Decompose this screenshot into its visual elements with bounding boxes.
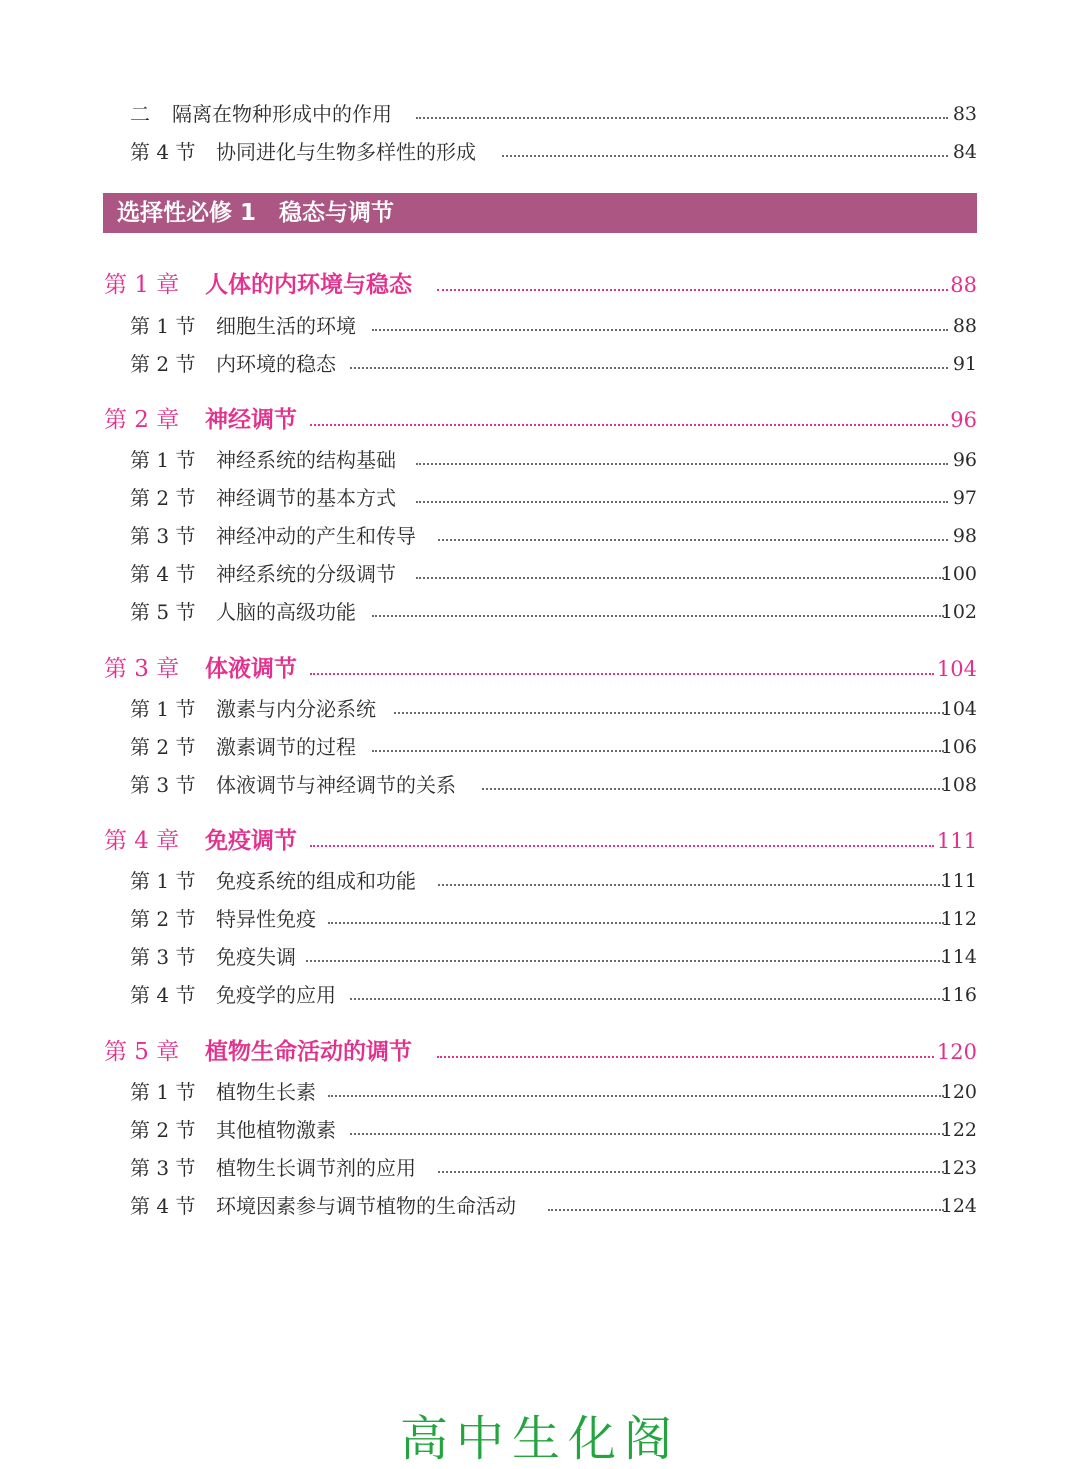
dot-leader [416, 463, 948, 465]
section-page: 100 [940, 563, 977, 585]
section-title: 激素与内分泌系统 [216, 697, 376, 721]
chapter-page: 88 [950, 273, 977, 297]
module-title: 选择性必修 1 稳态与调节 [117, 200, 395, 226]
dot-leader [350, 1133, 944, 1135]
section-entry[interactable] [0, 347, 1080, 381]
dot-leader [548, 1209, 944, 1211]
chapter-entry[interactable] [0, 268, 1080, 302]
dot-leader [437, 1056, 934, 1058]
dot-leader [372, 615, 944, 617]
chapter-entry[interactable] [0, 1035, 1080, 1069]
section-page: 124 [940, 1195, 977, 1217]
section-number: 第 4 节 [130, 983, 196, 1007]
chapter-page: 96 [950, 408, 977, 432]
section-number: 第 3 节 [130, 773, 196, 797]
section-page: 122 [940, 1119, 977, 1141]
section-entry[interactable] [0, 309, 1080, 343]
section-title: 其他植物激素 [216, 1118, 336, 1142]
chapter-number: 第 2 章 [104, 407, 180, 433]
section-entry[interactable] [0, 557, 1080, 591]
chapter-title: 植物生命活动的调节 [205, 1039, 412, 1065]
chapter-title: 体液调节 [205, 656, 297, 682]
dot-leader [350, 367, 948, 369]
section-page: 106 [940, 736, 977, 758]
section-title: 激素调节的过程 [216, 735, 356, 759]
chapter-page: 104 [936, 657, 977, 681]
section-entry[interactable] [0, 519, 1080, 553]
toc-entry[interactable] [0, 97, 1080, 131]
section-entry[interactable] [0, 768, 1080, 802]
section-entry[interactable] [0, 864, 1080, 898]
dot-leader [438, 884, 944, 886]
section-page: 97 [952, 487, 977, 509]
chapter-title: 神经调节 [205, 407, 297, 433]
dot-leader [310, 845, 934, 847]
dot-leader [306, 960, 944, 962]
entry-number: 二 [130, 102, 150, 126]
section-entry[interactable] [0, 481, 1080, 515]
entry-number: 第 4 节 [130, 140, 196, 164]
dot-leader [416, 501, 948, 503]
section-page: 104 [940, 698, 977, 720]
section-title: 神经系统的分级调节 [216, 562, 396, 586]
section-number: 第 1 节 [130, 697, 196, 721]
chapter-number: 第 4 章 [104, 828, 180, 854]
section-page: 120 [940, 1081, 977, 1103]
section-entry[interactable] [0, 978, 1080, 1012]
section-number: 第 3 节 [130, 945, 196, 969]
section-number: 第 1 节 [130, 314, 196, 338]
dot-leader [438, 539, 948, 541]
dot-leader [372, 329, 948, 331]
section-entry[interactable] [0, 595, 1080, 629]
section-page: 91 [952, 353, 977, 375]
section-number: 第 4 节 [130, 562, 196, 586]
section-title: 免疫学的应用 [216, 983, 336, 1007]
section-title: 神经系统的结构基础 [216, 448, 396, 472]
chapter-number: 第 3 章 [104, 656, 180, 682]
module-banner [103, 193, 977, 233]
section-entry[interactable] [0, 692, 1080, 726]
dot-leader [437, 289, 948, 291]
section-number: 第 3 节 [130, 1156, 196, 1180]
dot-leader [328, 922, 944, 924]
dot-leader [372, 750, 944, 752]
section-number: 第 3 节 [130, 524, 196, 548]
chapter-number: 第 1 章 [104, 272, 180, 298]
chapter-entry[interactable] [0, 403, 1080, 437]
section-title: 神经调节的基本方式 [216, 486, 396, 510]
section-title: 内环境的稳态 [216, 352, 336, 376]
section-number: 第 2 节 [130, 1118, 196, 1142]
chapter-page: 111 [936, 829, 977, 853]
section-page: 123 [940, 1157, 977, 1179]
section-number: 第 1 节 [130, 869, 196, 893]
dot-leader [482, 788, 944, 790]
section-number: 第 5 节 [130, 600, 196, 624]
section-number: 第 1 节 [130, 1080, 196, 1104]
section-title: 体液调节与神经调节的关系 [216, 773, 456, 797]
entry-page: 83 [952, 103, 977, 125]
section-page: 96 [952, 449, 977, 471]
chapter-title: 人体的内环境与稳态 [205, 272, 412, 298]
section-title: 植物生长素 [216, 1080, 316, 1104]
dot-leader [502, 155, 948, 157]
section-page: 111 [940, 870, 977, 892]
section-title: 免疫系统的组成和功能 [216, 869, 416, 893]
entry-page: 84 [952, 141, 977, 163]
section-entry[interactable] [0, 1075, 1080, 1109]
section-page: 116 [940, 984, 977, 1006]
dot-leader [416, 117, 948, 119]
section-number: 第 4 节 [130, 1194, 196, 1218]
chapter-entry[interactable] [0, 652, 1080, 686]
chapter-number: 第 5 章 [104, 1039, 180, 1065]
section-title: 免疫失调 [216, 945, 296, 969]
section-title: 神经冲动的产生和传导 [216, 524, 416, 548]
section-title: 特异性免疫 [216, 907, 316, 931]
dot-leader [310, 673, 934, 675]
section-title: 植物生长调节剂的应用 [216, 1156, 416, 1180]
entry-title: 隔离在物种形成中的作用 [172, 102, 392, 126]
section-title: 细胞生活的环境 [216, 314, 356, 338]
watermark-text: 高中生化阁 [399, 1411, 680, 1467]
entry-title: 协同进化与生物多样性的形成 [216, 140, 476, 164]
section-page: 102 [940, 601, 977, 623]
section-page: 98 [952, 525, 977, 547]
toc-entry[interactable] [0, 135, 1080, 169]
section-page: 112 [940, 908, 977, 930]
section-entry[interactable] [0, 1189, 1080, 1223]
chapter-entry[interactable] [0, 824, 1080, 858]
section-entry[interactable] [0, 1151, 1080, 1185]
dot-leader [438, 1171, 944, 1173]
section-number: 第 2 节 [130, 907, 196, 931]
section-entry[interactable] [0, 1113, 1080, 1147]
dot-leader [310, 424, 948, 426]
dot-leader [416, 577, 944, 579]
dot-leader [328, 1095, 944, 1097]
section-entry[interactable] [0, 443, 1080, 477]
section-entry[interactable] [0, 940, 1080, 974]
section-entry[interactable] [0, 902, 1080, 936]
section-number: 第 1 节 [130, 448, 196, 472]
section-page: 108 [940, 774, 977, 796]
section-title: 环境因素参与调节植物的生命活动 [216, 1194, 516, 1218]
chapter-title: 免疫调节 [205, 828, 297, 854]
section-page: 88 [952, 315, 977, 337]
section-title: 人脑的高级功能 [216, 600, 356, 624]
section-number: 第 2 节 [130, 486, 196, 510]
section-number: 第 2 节 [130, 352, 196, 376]
section-page: 114 [940, 946, 977, 968]
section-number: 第 2 节 [130, 735, 196, 759]
dot-leader [350, 998, 944, 1000]
chapter-page: 120 [936, 1040, 977, 1064]
section-entry[interactable] [0, 730, 1080, 764]
dot-leader [394, 712, 944, 714]
